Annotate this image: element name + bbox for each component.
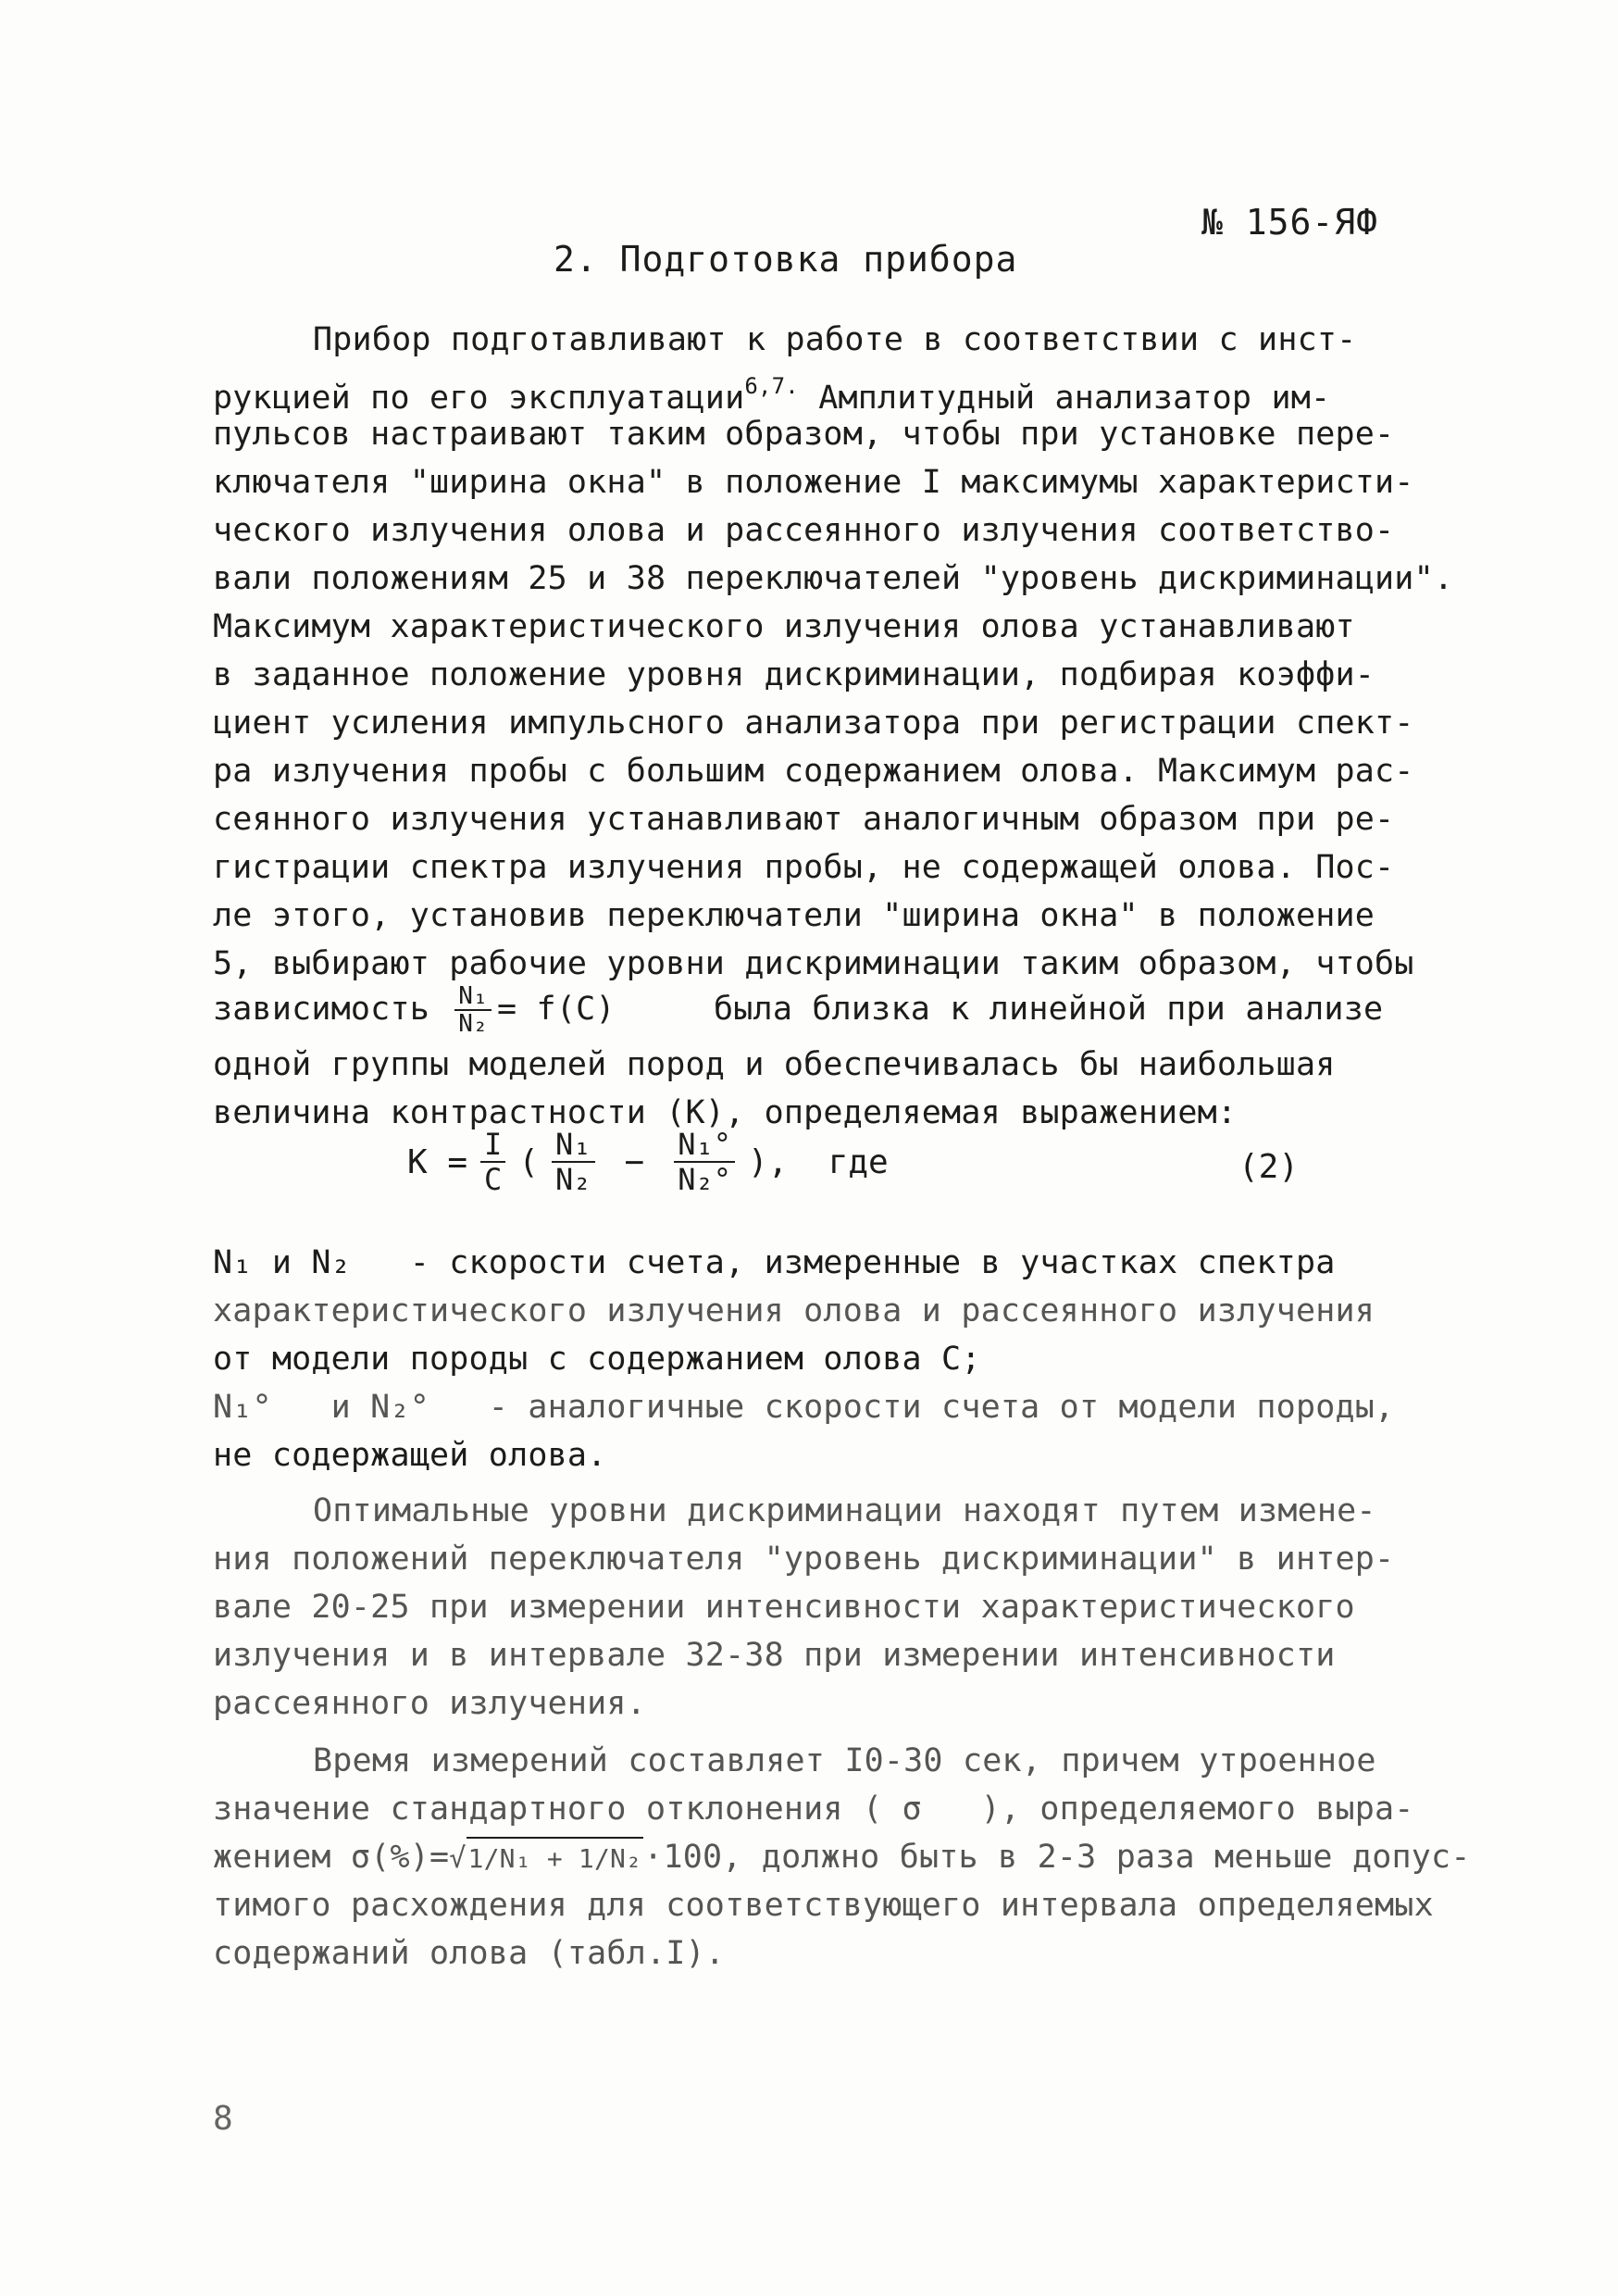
page-number: 8 [213, 2100, 233, 2138]
paragraph-1-line-10: ра излучения пробы с большим содержанием олова. Максимум рас- [213, 753, 1414, 790]
paragraph-1-line-14: 5, выбирают рабочие уровни дискриминации таким образом, чтобы [213, 945, 1414, 982]
text-span: рукцией по его эксплуатации [213, 380, 745, 417]
definition-line-1: N₁ и N₂ - скорости счета, измеренные в участках спектра [213, 1244, 1336, 1281]
paragraph-1-line-16: одной группы моделей пород и обеспечивалась бы наибольшая [213, 1046, 1336, 1083]
formula-fraction-1 [480, 1128, 505, 1196]
paragraph-1-line-11: сеянного излучения устанавливают аналогичным образом при ре- [213, 801, 1395, 838]
fraction-numerator: I [480, 1128, 505, 1163]
formula-minus: − [624, 1142, 645, 1181]
paragraph-2-line-4: излучения и в интервале 32-38 при измерении интенсивности [213, 1637, 1336, 1674]
paragraph-1-line-7: Максимум характеристического излучения олова устанавливают [213, 608, 1355, 645]
fraction-denominator: N₂° [678, 1162, 731, 1197]
formula-number: (2) [1238, 1148, 1300, 1186]
fraction-numerator: N₁° [674, 1128, 735, 1163]
text-span: была близка к линейной при анализе [615, 991, 1384, 1028]
text-span: Амплитудный анализатор им- [798, 380, 1331, 417]
formula-fraction-2 [552, 1128, 595, 1196]
formula-open-paren: ( [518, 1142, 539, 1181]
definition-line-5: не содержащей олова. [213, 1437, 607, 1474]
paragraph-2-line-3: вале 20-25 при измерении интенсивности характеристического [213, 1589, 1355, 1626]
paragraph-1-line-6: вали положениям 25 и 38 переключателей "уровень дискриминации". [213, 560, 1454, 597]
paragraph-1-line-12: гистрации спектра излучения пробы, не содержащей олова. Пос- [213, 849, 1395, 886]
definition-line-3: от модели породы с содержанием олова С; [213, 1341, 981, 1378]
ratio-fraction [454, 983, 492, 1037]
paragraph-2-line-1: Оптимальные уровни дискриминации находят путем измене- [313, 1492, 1376, 1529]
paragraph-1-line-17: величина контрастности (К), определяемая выражением: [213, 1094, 1238, 1131]
fraction-numerator: N₁ [454, 983, 492, 1011]
fraction-denominator: N₂ [458, 1010, 488, 1038]
text-span: жением [213, 1839, 351, 1876]
document-number: № 156-ЯФ [1201, 202, 1379, 243]
formula-lhs: К = [407, 1142, 468, 1181]
paragraph-1-line-15 [213, 983, 1383, 1037]
text-span: зависимость [213, 991, 429, 1028]
paragraph-1-line-1: Прибор подготавливают к работе в соответствии с инст- [313, 321, 1357, 358]
definition-line-2: характеристического излучения олова и рассеянного излучения [213, 1292, 1375, 1329]
fraction-denominator: N₂ [554, 1162, 591, 1197]
paragraph-1-line-13: ле этого, установив переключатели "ширина окна" в положение [213, 897, 1375, 934]
paragraph-1-line-5: ческого излучения олова и рассеянного излучения соответство- [213, 512, 1395, 549]
paragraph-3-line-2: значение стандартного отклонения ( σ ), определяемого выра- [213, 1791, 1414, 1828]
paragraph-3-line-5: содержаний олова (табл.I). [213, 1935, 726, 1972]
fraction-numerator: N₁ [552, 1128, 595, 1163]
formula-close: ), где [748, 1142, 889, 1181]
paragraph-1-line-9: циент усиления импульсного анализатора при регистрации спект- [213, 705, 1414, 742]
paragraph-1-line-2 [213, 366, 1330, 418]
paragraph-3-line-3 [213, 1837, 1471, 1879]
sqrt-symbol: √ [449, 1842, 467, 1875]
definition-line-4: N₁° и N₂° - аналогичные скорости счета от модели породы, [213, 1389, 1395, 1426]
paragraph-3-line-4: тимого расхождения для соответствующего интервала определяемых [213, 1887, 1434, 1924]
text-span: ·100, должно быть в 2-3 раза меньше допус- [643, 1839, 1471, 1876]
text-span: = f(C) [497, 991, 616, 1028]
reference-superscript: 6,7. [744, 373, 799, 399]
paragraph-1-line-4: ключателя "ширина окна" в положение I максимумы характеристи- [213, 464, 1414, 501]
paragraph-2-line-2: ния положений переключателя "уровень дискриминации" в интер- [213, 1541, 1395, 1578]
section-title: 2. Подготовка прибора [554, 239, 1018, 280]
paragraph-3-line-1: Время измерений составляет I0-30 сек, причем утроенное [313, 1742, 1376, 1779]
sqrt-argument: 1/N₁ + 1/N₂ [467, 1837, 644, 1879]
paragraph-1-line-8: в заданное положение уровня дискриминации, подбирая коэффи- [213, 656, 1375, 693]
contrast-formula [407, 1128, 889, 1196]
fraction-denominator: С [484, 1162, 503, 1197]
paragraph-2-line-5: рассеянного излучения. [213, 1685, 646, 1722]
sigma-expression: σ(%)= [350, 1839, 450, 1876]
paragraph-1-line-3: пульсов настраивают таким образом, чтобы при установке пере- [213, 416, 1395, 453]
formula-fraction-3 [674, 1128, 735, 1196]
